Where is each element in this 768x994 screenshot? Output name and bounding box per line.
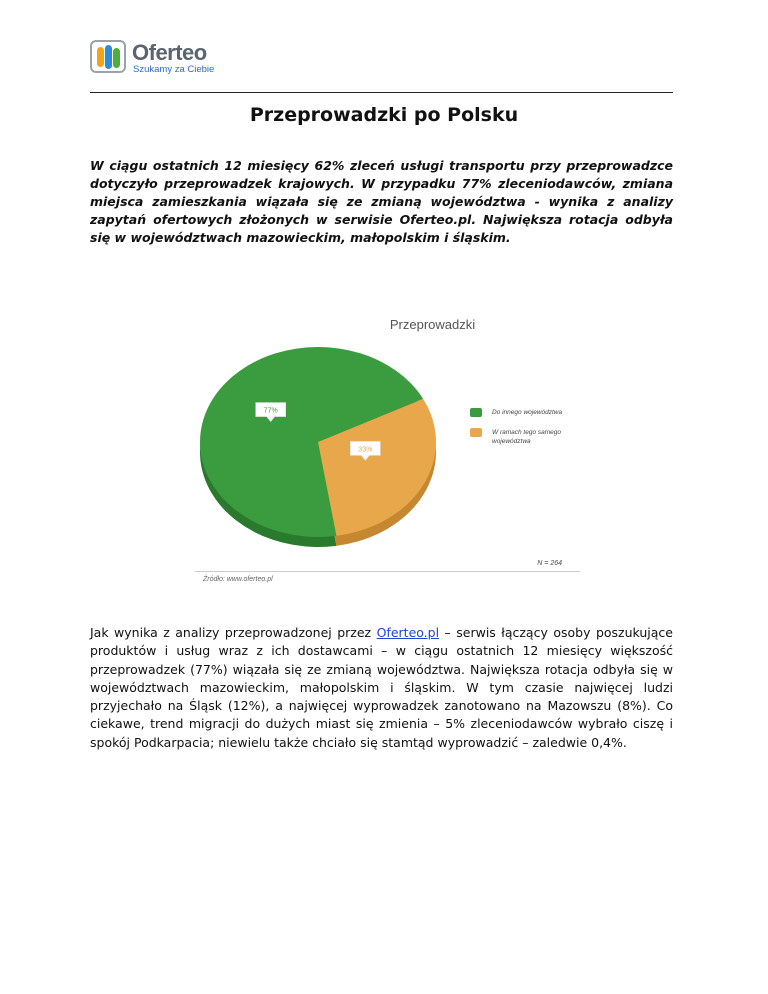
body-text-rest: – serwis łączący osoby poszukujące produktów i usług wraz z ich dostawcami – w ciągu ostatnich 12 miesięcy większość przeprowadzek (77%) wiązała się ze zmianą województwa. Największa rotacja odbyła się w województwach mazowieckim, małopolskim i śląskim. W tym czasie najwięcej ludzi przyjechało na Śląsk (12%), a najwięcej wyprowadzek zanotowano na Mazowszu (8%). Co ciekawe, trend migracji do dużych miast się zmienia – 5% zleceniodawców wybrało ciszę i spokój Podkarpacia; niewielu także chciało się stamtąd wyprowadzić – zaledwie 0,4%. [90, 625, 673, 750]
legend-swatch-green [470, 408, 482, 417]
header-divider [90, 92, 673, 93]
page-title: Przeprowadzki po Polsku [249, 104, 519, 126]
legend-swatch-orange [470, 428, 482, 437]
chart-title: Przeprowadzki [389, 317, 476, 332]
brand-tagline: Szukamy za Ciebie [133, 64, 215, 75]
oferteo-link[interactable]: Oferteo.pl [376, 625, 440, 640]
people-icon [90, 40, 126, 73]
chart-figure [195, 312, 580, 592]
oferteo-logo[interactable] [90, 40, 230, 78]
data-label: 33% [358, 446, 373, 454]
legend-label: W ramach tego samego województwa [492, 429, 562, 445]
chart-source: Źródło: www.oferteo.pl [203, 576, 273, 583]
lead-paragraph: W ciągu ostatnich 12 miesięcy 62% zleceń usługi transportu przy przeprowadzce dotyczyło przeprowadzek krajowych. W przypadku 77% zleceniodawców, zmiana miejsca zamieszkania wiązała się ze zmianą województwa - wynika z analizy zapytań ofertowych złożonych w serwisie Oferteo.pl. Największa rotacja odbyła się w województwach mazowieckim, małopolskim i śląskim. [90, 158, 673, 245]
source-divider [195, 571, 580, 572]
brand-name: Oferteo [132, 40, 207, 65]
sample-size: N = 264 [537, 560, 562, 567]
body-text-start: Jak wynika z analizy przeprowadzonej przez [90, 625, 377, 640]
data-label: 77% [263, 407, 278, 415]
legend-label: Do innego województwa [492, 409, 563, 416]
body-paragraph [90, 624, 673, 752]
